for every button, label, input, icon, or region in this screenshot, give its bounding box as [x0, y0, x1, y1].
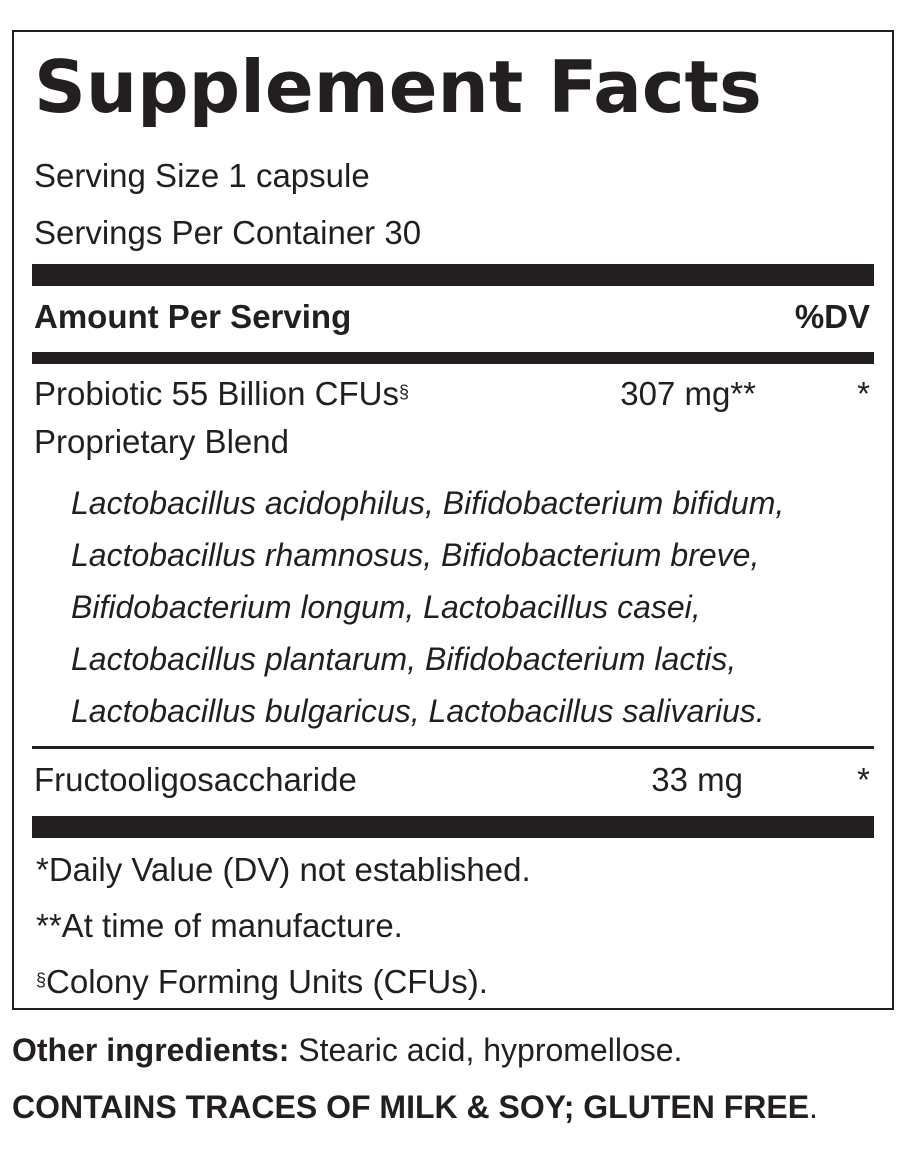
dv-header-label: %DV [794, 298, 870, 335]
thick-divider-bottom [32, 816, 874, 838]
strain-line: Lactobacillus plantarum, Bifidobacterium lactis, [71, 641, 737, 677]
strain-line: Lactobacillus acidophilus, Bifidobacterium bifidum, [71, 485, 785, 521]
footnote-manufacture: **At time of manufacture. [36, 907, 403, 944]
ingredient-amount-fos: 33 mg [651, 761, 743, 798]
allergen-statement-period: . [809, 1089, 818, 1125]
other-ingredients-label: Other ingredients: [12, 1032, 290, 1068]
ingredient-name-text: Probiotic 55 Billion CFUs [34, 375, 399, 412]
strain-line: Lactobacillus bulgaricus, Lactobacillus salivarius. [71, 693, 765, 729]
panel-title: Supplement Facts [34, 45, 762, 129]
amount-per-serving-label: Amount Per Serving [34, 298, 352, 335]
thick-divider-top [32, 264, 874, 286]
footnote-dv: *Daily Value (DV) not established. [36, 851, 531, 888]
medium-divider [32, 352, 874, 364]
serving-size: Serving Size 1 capsule [34, 157, 370, 194]
thin-divider [32, 746, 874, 749]
cfu-footnote-symbol: § [36, 970, 47, 990]
cfu-superscript: § [398, 382, 409, 402]
ingredient-amount-probiotic: 307 mg** [620, 375, 756, 412]
allergen-statement [12, 1087, 818, 1127]
ingredient-name-fos: Fructooligosaccharide [34, 761, 357, 798]
other-ingredients-value: Stearic acid, hypromellose. [289, 1032, 683, 1068]
ingredient-name-probiotic [34, 374, 409, 414]
footnote-cfu [36, 962, 488, 1002]
supplement-facts-panel [12, 30, 894, 1010]
ingredient-dv-probiotic: * [857, 375, 870, 412]
other-ingredients [12, 1030, 682, 1070]
servings-per-container: Servings Per Container 30 [34, 214, 422, 251]
ingredient-name-probiotic-line2: Proprietary Blend [34, 423, 289, 460]
ingredient-dv-fos: * [857, 761, 870, 798]
footnote-cfu-text: Colony Forming Units (CFUs). [46, 963, 488, 1000]
allergen-statement-text: CONTAINS TRACES OF MILK & SOY; GLUTEN FREE [12, 1089, 810, 1125]
strain-line: Bifidobacterium longum, Lactobacillus casei, [71, 589, 701, 625]
strain-list [71, 477, 784, 737]
strain-line: Lactobacillus rhamnosus, Bifidobacterium breve, [71, 537, 760, 573]
